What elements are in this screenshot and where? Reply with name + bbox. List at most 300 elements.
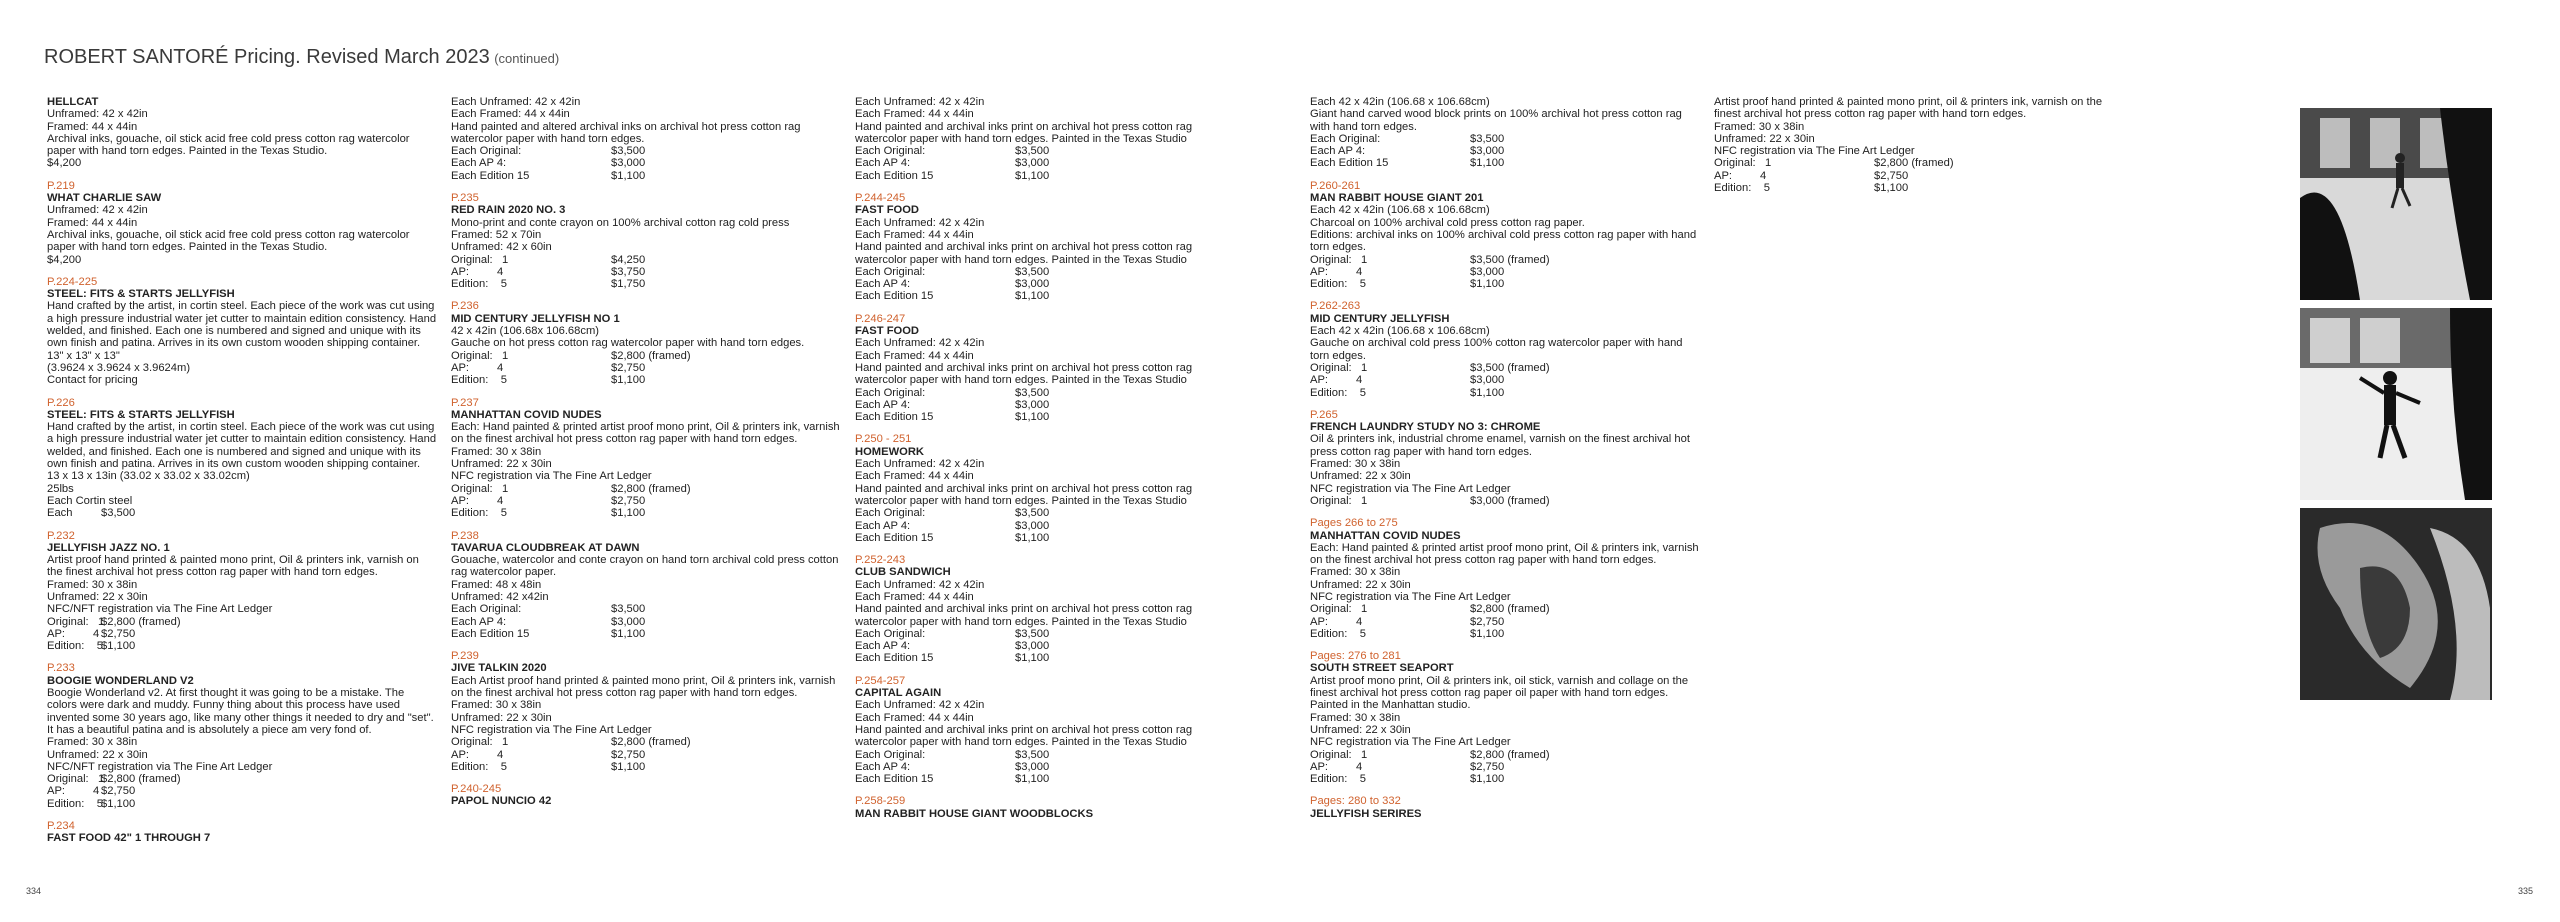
artwork-detail: Framed: 44 x 44in: [47, 216, 138, 229]
price-value: $1,100: [1015, 773, 1050, 786]
artwork-title: RED RAIN 2020 NO. 3: [451, 204, 566, 217]
price-label: Each AP 4:: [855, 640, 911, 653]
price-value: $1,100: [1015, 169, 1050, 182]
price-entry: [47, 662, 437, 810]
price-entry: [451, 530, 841, 641]
price-value: $1,100: [611, 374, 646, 387]
artwork-detail: Each: Hand painted & printed artist proof mono print, Oil & printers ink, varnish on the finest archival hot press cotton rag paper with hand torn edges.: [451, 421, 840, 446]
artwork-detail: (3.9624 x 3.9624 x 3.9624m): [47, 361, 191, 374]
column-5: [1714, 96, 2104, 204]
price-entry: [1310, 96, 1700, 170]
artwork-detail: Unframed: 22 x 30in: [451, 711, 552, 724]
price-label: Edition: 5: [1310, 627, 1366, 640]
artwork-detail: Framed: 30 x 38in: [451, 699, 542, 712]
price-row: [855, 411, 1245, 423]
artwork-detail: Hand painted and archival inks print on archival hot press cotton rag watercolor paper with hand torn edges. Painted in the Texas Studio: [855, 482, 1193, 507]
artwork-title: MAN RABBIT HOUSE GIANT 201: [1310, 192, 1484, 205]
artwork-title: MANHATTAN COVID NUDES: [451, 408, 602, 421]
page-reference: Pages: 276 to 281: [1310, 650, 1401, 663]
artwork-title: FAST FOOD: [855, 325, 920, 338]
page-number-right: 335: [2518, 886, 2534, 896]
page-reference: P.246-247: [855, 312, 906, 325]
price-label: Each: [47, 507, 73, 520]
artwork-detail: Framed: 44 x 44in: [47, 120, 138, 133]
artwork-detail: NFC registration via The Fine Art Ledger: [1310, 736, 1511, 749]
artwork-detail: Unframed: 42 x 42in: [47, 204, 148, 217]
price-value: $3,500: [1015, 386, 1050, 399]
price-row: [855, 640, 1245, 652]
price-value: $3,000: [611, 615, 646, 628]
artwork-detail: Artist proof hand printed & painted mono print, oil & printers ink, varnish on the finest archival hot press cotton rag paper with hand torn edges.: [1714, 96, 2103, 121]
artwork-detail: Charcoal on 100% archival cold press cotton rag paper.: [1310, 216, 1585, 229]
price-row: [451, 616, 841, 628]
price-label: Each AP 4:: [855, 519, 911, 532]
page-reference: P.238: [451, 529, 479, 542]
price-entry: [451, 783, 841, 808]
artwork-title: CLUB SANDWICH: [855, 566, 951, 579]
price-value: $1,100: [1015, 290, 1050, 303]
price-value: $3,500: [1015, 265, 1050, 278]
price-label: AP: 4: [1310, 374, 1363, 387]
price-row: [855, 170, 1245, 182]
artwork-detail: Artist proof hand printed & painted mono print, Oil & printers ink, varnish on the finest archival hot press cotton rag paper with hand torn edges.: [47, 554, 419, 579]
price-label: Original: 1: [451, 736, 509, 749]
artwork-detail: 42 x 42in (106.68x 106.68cm): [451, 325, 600, 338]
artwork-detail: Oil & printers ink, industrial chrome enamel, varnish on the finest archival hot press cotton rag paper with hand torn edges.: [1310, 433, 1690, 458]
price-value: $1,100: [1470, 773, 1505, 786]
artwork-detail: Archival inks, gouache, oil stick acid free cold press cotton rag watercolor paper with hand torn edges. Painted in the Texas Studio.: [47, 228, 410, 254]
artwork-detail: Giant hand carved wood block prints on 100% archival hot press cotton rag with hand torn edges.: [1310, 108, 1682, 133]
artwork-detail: Contact for pricing: [47, 374, 138, 387]
price-entry: [47, 530, 437, 653]
price-value: $1,100: [1470, 386, 1505, 399]
artwork-detail: Each Unframed: 42 x 42in: [855, 699, 985, 712]
price-row: [451, 278, 841, 290]
price-row: [855, 399, 1245, 411]
price-label: Original: 1: [47, 615, 105, 628]
artwork-detail: Unframed: 42 x 42in: [47, 108, 148, 121]
artwork-detail: Each Unframed: 42 x 42in: [855, 96, 985, 108]
price-label: Edition: 5: [451, 507, 507, 520]
artwork-detail: Framed: 30 x 38in: [451, 445, 542, 458]
artwork-detail: Each Framed: 44 x 44in: [855, 470, 974, 483]
price-value: $3,500: [1015, 145, 1050, 158]
price-label: AP: 4: [451, 748, 504, 761]
price-row: [1310, 145, 1700, 157]
photo-figure-dancing-image: [2300, 308, 2492, 500]
price-label: Original: 1: [1714, 157, 1772, 170]
price-row: [855, 761, 1245, 773]
page-header: [44, 46, 559, 69]
price-value: $3,000: [1470, 374, 1505, 387]
price-value: $3,500: [101, 507, 136, 520]
page-number-left: 334: [26, 886, 42, 896]
column-4: [1310, 96, 1700, 830]
price-label: Edition: 5: [1310, 773, 1366, 786]
price-value: $1,750: [611, 278, 646, 291]
price-value: $1,100: [1874, 182, 1909, 195]
price-label: Original: 1: [1310, 494, 1368, 507]
price-row: [47, 798, 437, 810]
price-row: [855, 507, 1245, 519]
artwork-title: PAPOL NUNCIO 42: [451, 795, 552, 808]
price-value: $3,500: [611, 603, 646, 616]
price-row: [451, 749, 841, 761]
price-label: Edition: 5: [451, 278, 507, 291]
price-row: [855, 520, 1245, 532]
price-value: $2,800 (framed): [101, 615, 181, 628]
artwork-detail: Framed: 48 x 48in: [451, 578, 542, 591]
price-label: AP: 4: [47, 627, 100, 640]
price-value: $2,800 (framed): [1874, 157, 1954, 170]
price-label: Each Original:: [855, 748, 926, 761]
artwork-detail: Each Unframed: 42 x 42in: [855, 216, 985, 229]
artwork-title: BOOGIE WONDERLAND V2: [47, 674, 194, 687]
price-row: [855, 532, 1245, 544]
price-entry: [451, 650, 841, 773]
artwork-photo-3: [2300, 508, 2492, 700]
artwork-title: WHAT CHARLIE SAW: [47, 192, 162, 205]
price-row: [451, 628, 841, 640]
price-row: [1310, 603, 1700, 615]
artwork-detail: NFC registration via The Fine Art Ledger: [1310, 590, 1511, 603]
price-label: Each Original:: [855, 386, 926, 399]
price-label: Edition: 5: [47, 797, 103, 810]
artwork-detail: Boogie Wonderland v2. At first thought it was going to be a mistake. The colors were dark and muddy. Funny thing about this process have used invented some 30 years ago, like many other things it needed to dry and "set". It has a beautiful patina and is absolutely a piece am very fond of.: [47, 687, 434, 736]
artwork-title: FRENCH LAUNDRY STUDY NO 3: CHROME: [1310, 421, 1541, 434]
price-label: Original: 1: [1310, 253, 1368, 266]
price-label: Original: 1: [1310, 603, 1368, 616]
price-value: $1,100: [1470, 157, 1505, 170]
artwork-detail: 13" x 13" x 13": [47, 349, 120, 362]
page-reference: P.254-257: [855, 674, 906, 687]
artwork-title: HOMEWORK: [855, 445, 924, 458]
price-entry: [1310, 650, 1700, 785]
price-row: [855, 266, 1245, 278]
price-entry: [1310, 180, 1700, 291]
artwork-detail: Hand painted and archival inks print on archival hot press cotton rag watercolor paper with hand torn edges. Painted in the Texas Studio: [855, 723, 1193, 749]
price-entry: [47, 820, 437, 845]
price-row: [451, 483, 841, 495]
price-label: Edition: 5: [1310, 386, 1366, 399]
artwork-detail: Hand crafted by the artist, in cortin steel. Each piece of the work was cut using a high pressure industrial water jet cutter to maintain edition consistency. Hand welded, and finished. Each one is numbered and signed and unique with its own finish and patina. Arrives in its own custom wooden shipping container.: [47, 300, 437, 350]
price-label: AP: 4: [1310, 760, 1363, 773]
artwork-detail: 25lbs: [47, 482, 74, 495]
price-value: $3,500 (framed): [1470, 253, 1550, 266]
price-label: Original: 1: [451, 482, 509, 495]
page-reference: P.258-259: [855, 795, 906, 808]
price-label: Edition: 5: [47, 640, 103, 653]
price-value: $4,250: [611, 253, 646, 266]
artwork-detail: Unframed: 22 x 30in: [1310, 723, 1411, 736]
page-reference: P.239: [451, 650, 479, 663]
price-row: [1714, 182, 2104, 194]
price-label: Original: 1: [451, 349, 509, 362]
photo-sculpture-closeup-image: [2300, 508, 2492, 700]
price-entry: [47, 276, 437, 387]
price-entry: [855, 96, 1245, 182]
artwork-detail: Each 42 x 42in (106.68 x 106.68cm): [1310, 204, 1490, 217]
artwork-detail: Hand crafted by the artist, in cortin steel. Each piece of the work was cut using a high pressure industrial water jet cutter to maintain edition consistency. Hand welded, and finished. Each one is numbered and signed and unique with its own finish and patina. Arrives in its own custom wooden shipping container.: [47, 421, 437, 471]
price-row: [451, 170, 841, 182]
price-row: [1310, 133, 1700, 145]
price-label: Edition: 5: [1714, 182, 1770, 195]
photo-figure-walking-image: [2300, 108, 2492, 300]
price-row: [855, 749, 1245, 761]
price-value: $3,000: [1470, 265, 1505, 278]
page-reference: P.219: [47, 179, 75, 192]
price-label: Each Edition 15: [855, 652, 934, 665]
artwork-title: FAST FOOD 42" 1 THROUGH 7: [47, 832, 211, 845]
price-value: $2,750: [611, 494, 646, 507]
price-row: [47, 616, 437, 628]
artwork-detail: Each: Hand painted & printed artist proof mono print, Oil & printers ink, varnish on the finest archival hot press cotton rag paper with hand torn edges.: [1310, 541, 1699, 567]
artwork-detail: Framed: 30 x 38in: [1310, 711, 1401, 724]
price-value: $3,500: [1015, 748, 1050, 761]
price-label: Original: 1: [1310, 361, 1368, 374]
artwork-detail: Hand painted and altered archival inks on archival hot press cotton rag watercolor paper with hand torn edges.: [451, 120, 801, 145]
artwork-detail: Unframed: 42 x42in: [451, 590, 549, 603]
price-value: $3,000: [1015, 519, 1050, 532]
price-row: [855, 145, 1245, 157]
artwork-detail: 13 x 13 x 13in (33.02 x 33.02 x 33.02cm): [47, 470, 250, 483]
artwork-detail: Each Unframed: 42 x 42in: [855, 337, 985, 350]
price-value: $2,750: [611, 361, 646, 374]
price-value: $3,750: [611, 265, 646, 278]
price-entry: [855, 675, 1245, 786]
artwork-detail: Hand painted and archival inks print on archival hot press cotton rag watercolor paper with hand torn edges. Painted in the Texas Studio: [855, 603, 1193, 628]
price-row: [47, 507, 437, 519]
price-row: [47, 628, 437, 640]
artwork-detail: Each Artist proof hand printed & painted mono print, Oil & printers ink, varnish on the finest archival hot press cotton rag paper with hand torn edges.: [451, 674, 836, 700]
price-row: [1310, 266, 1700, 278]
artwork-title: JELLYFISH JAZZ NO. 1: [47, 541, 170, 554]
artwork-title: SOUTH STREET SEAPORT: [1310, 662, 1454, 675]
price-row: [451, 157, 841, 169]
page-reference: Pages 266 to 275: [1310, 517, 1398, 530]
price-entry: [451, 397, 841, 520]
price-value: $1,100: [1470, 627, 1505, 640]
price-value: $3,500: [1015, 507, 1050, 520]
artwork-detail: NFC/NFT registration via The Fine Art Ledger: [47, 760, 273, 773]
price-label: Original: 1: [1310, 748, 1368, 761]
artwork-detail: Hand painted and archival inks print on archival hot press cotton rag watercolor paper with hand torn edges. Painted in the Texas Studio: [855, 120, 1193, 145]
price-entry: [855, 554, 1245, 665]
price-row: [451, 145, 841, 157]
price-row: [1310, 254, 1700, 266]
price-label: Original: 1: [451, 253, 509, 266]
price-row: [1310, 495, 1700, 507]
price-label: Each Original:: [855, 507, 926, 520]
artwork-detail: Artist proof mono print, Oil & printers ink, oil stick, varnish and collage on the finest archival hot press cotton rag paper oil paper with hand torn edges. Painted in the Manhattan studio.: [1310, 674, 1689, 712]
price-value: $3,000 (framed): [1470, 494, 1550, 507]
price-label: Each Original:: [451, 603, 522, 616]
price-row: [1310, 616, 1700, 628]
price-value: $3,500: [1470, 132, 1505, 145]
price-value: $2,750: [101, 785, 136, 798]
price-row: [855, 652, 1245, 664]
price-label: Each AP 4:: [451, 615, 507, 628]
artwork-title: FAST FOOD: [855, 204, 920, 217]
artwork-detail: Framed: 30 x 38in: [1310, 458, 1401, 471]
artwork-detail: Each Unframed: 42 x 42in: [451, 96, 581, 108]
price-row: [451, 374, 841, 386]
price-value: $2,750: [1874, 169, 1909, 182]
price-label: Each Original:: [1310, 132, 1381, 145]
artwork-detail: Each Framed: 44 x 44in: [855, 349, 974, 362]
artwork-detail: Unframed: 22 x 30in: [1714, 132, 1815, 145]
artwork-title: MID CENTURY JELLYFISH: [1310, 312, 1450, 325]
artwork-detail: Each Framed: 44 x 44in: [451, 108, 570, 121]
artwork-detail: NFC registration via The Fine Art Ledger: [451, 470, 652, 483]
price-entry: [1310, 409, 1700, 507]
price-row: [855, 278, 1245, 290]
price-label: Each AP 4:: [855, 760, 911, 773]
artwork-detail: Each Framed: 44 x 44in: [855, 108, 974, 121]
price-value: $2,750: [1470, 615, 1505, 628]
page-reference: P.232: [47, 529, 75, 542]
price-row: [451, 254, 841, 266]
price-label: Each Original:: [855, 145, 926, 158]
price-value: $1,100: [1015, 652, 1050, 665]
price-row: [451, 507, 841, 519]
price-value: $1,100: [611, 627, 646, 640]
page-reference: P.235: [451, 192, 479, 205]
price-label: Each AP 4:: [855, 157, 911, 170]
artwork-title: HELLCAT: [47, 96, 99, 108]
price-label: Edition: 5: [451, 374, 507, 387]
artwork-detail: Unframed: 22 x 30in: [1310, 470, 1411, 483]
price-row: [1714, 157, 2104, 169]
price-entry: [1310, 795, 1700, 820]
price-entry: [1714, 96, 2104, 194]
price-label: Edition: 5: [451, 760, 507, 773]
artwork-detail: NFC registration via The Fine Art Ledger: [1714, 145, 1915, 158]
price-row: [1310, 362, 1700, 374]
price-label: Each Edition 15: [855, 169, 934, 182]
price-entry: [1310, 517, 1700, 640]
artwork-detail: Editions: archival inks on 100% archival cold press cotton rag paper with hand torn edges.: [1310, 228, 1697, 254]
price-label: Each Edition 15: [451, 169, 530, 182]
artwork-detail: Framed: 30 x 38in: [1714, 120, 1805, 133]
page-reference: P.260-261: [1310, 179, 1361, 192]
price-entry: [1310, 300, 1700, 398]
page-reference: P.234: [47, 820, 75, 833]
price-value: $1,100: [1015, 411, 1050, 424]
page-reference: P.250 - 251: [855, 433, 912, 446]
page-reference: P.244-245: [855, 192, 906, 205]
price-row: [855, 773, 1245, 785]
price-row: [855, 157, 1245, 169]
price-entry: [451, 300, 841, 386]
price-label: AP: 4: [451, 494, 504, 507]
price-row: [1310, 628, 1700, 640]
price-value: $3,500: [1015, 627, 1050, 640]
page-reference: P.236: [451, 300, 479, 313]
artwork-detail: Framed: 52 x 70in: [451, 228, 542, 241]
price-label: Original: 1: [47, 773, 105, 786]
price-label: AP: 4: [1310, 615, 1363, 628]
page-reference: P.262-263: [1310, 300, 1361, 313]
artwork-detail: $4,200: [47, 253, 82, 266]
price-value: $2,800 (framed): [611, 482, 691, 495]
artwork-detail: Unframed: 22 x 30in: [451, 458, 552, 471]
price-value: $1,100: [611, 507, 646, 520]
price-label: AP: 4: [451, 361, 504, 374]
price-label: Each Edition 15: [451, 627, 530, 640]
price-row: [47, 773, 437, 785]
page-reference: P.265: [1310, 408, 1338, 421]
price-value: $3,000: [1015, 398, 1050, 411]
price-entry: [855, 433, 1245, 544]
price-row: [451, 350, 841, 362]
price-row: [1310, 387, 1700, 399]
price-value: $1,100: [101, 640, 136, 653]
price-value: $2,800 (framed): [1470, 603, 1550, 616]
artwork-detail: Framed: 30 x 38in: [47, 578, 138, 591]
artwork-detail: NFC/NFT registration via The Fine Art Ledger: [47, 603, 273, 616]
artwork-detail: Each Framed: 44 x 44in: [855, 711, 974, 724]
price-row: [451, 603, 841, 615]
price-label: Each AP 4:: [855, 398, 911, 411]
price-value: $2,800 (framed): [611, 349, 691, 362]
artwork-title: JELLYFISH SERIRES: [1310, 807, 1422, 820]
artwork-detail: Each 42 x 42in (106.68 x 106.68cm): [1310, 96, 1490, 108]
price-row: [855, 387, 1245, 399]
price-label: Each Edition 15: [855, 773, 934, 786]
price-entry: [855, 795, 1245, 820]
artwork-detail: Each Unframed: 42 x 42in: [855, 458, 985, 471]
artwork-detail: Framed: 30 x 38in: [1310, 566, 1401, 579]
column-3: [855, 96, 1245, 830]
artwork-detail: Unframed: 22 x 30in: [47, 748, 148, 761]
price-label: AP: 4: [1714, 169, 1767, 182]
artwork-title: MANHATTAN COVID NUDES: [1310, 529, 1461, 542]
artwork-detail: Hand painted and archival inks print on archival hot press cotton rag watercolor paper with hand torn edges. Painted in the Texas Studio: [855, 361, 1193, 387]
price-label: Each AP 4:: [1310, 145, 1366, 158]
artwork-title: STEEL: FITS & STARTS JELLYFISH: [47, 288, 235, 301]
artwork-detail: Archival inks, gouache, oil stick acid free cold press cotton rag watercolor paper with hand torn edges. Painted in the Texas Studio.: [47, 132, 410, 158]
price-row: [1310, 157, 1700, 169]
price-value: $3,000: [1015, 157, 1050, 170]
price-label: Each Original:: [855, 265, 926, 278]
artwork-title: MID CENTURY JELLYFISH NO 1: [451, 312, 620, 325]
artwork-detail: Gouache, watercolor and conte crayon on hand torn archival cold press cotton rag watercolor paper.: [451, 554, 839, 579]
price-value: $1,100: [1015, 531, 1050, 544]
price-value: $3,000: [1015, 640, 1050, 653]
price-label: Each AP 4:: [451, 157, 507, 170]
price-value: $1,100: [1470, 278, 1505, 291]
price-row: [1714, 170, 2104, 182]
artwork-detail: NFC registration via The Fine Art Ledger: [1310, 482, 1511, 495]
price-value: $3,000: [611, 157, 646, 170]
artwork-title: CAPITAL AGAIN: [855, 687, 942, 700]
price-value: $1,100: [101, 797, 136, 810]
price-row: [451, 761, 841, 773]
price-row: [451, 362, 841, 374]
price-entry: [47, 96, 437, 170]
price-label: AP: 4: [47, 785, 100, 798]
artwork-detail: $4,200: [47, 157, 82, 170]
price-row: [1310, 749, 1700, 761]
artwork-detail: Each Framed: 44 x 44in: [855, 590, 974, 603]
price-label: Each Edition 15: [855, 290, 934, 303]
artwork-detail: Gauche on archival cold press 100% cotton rag watercolor paper with hand torn edges.: [1310, 337, 1683, 362]
price-row: [451, 266, 841, 278]
price-row: [1310, 278, 1700, 290]
artwork-title: TAVARUA CLOUDBREAK AT DAWN: [451, 541, 640, 554]
price-value: $3,000: [1015, 278, 1050, 291]
